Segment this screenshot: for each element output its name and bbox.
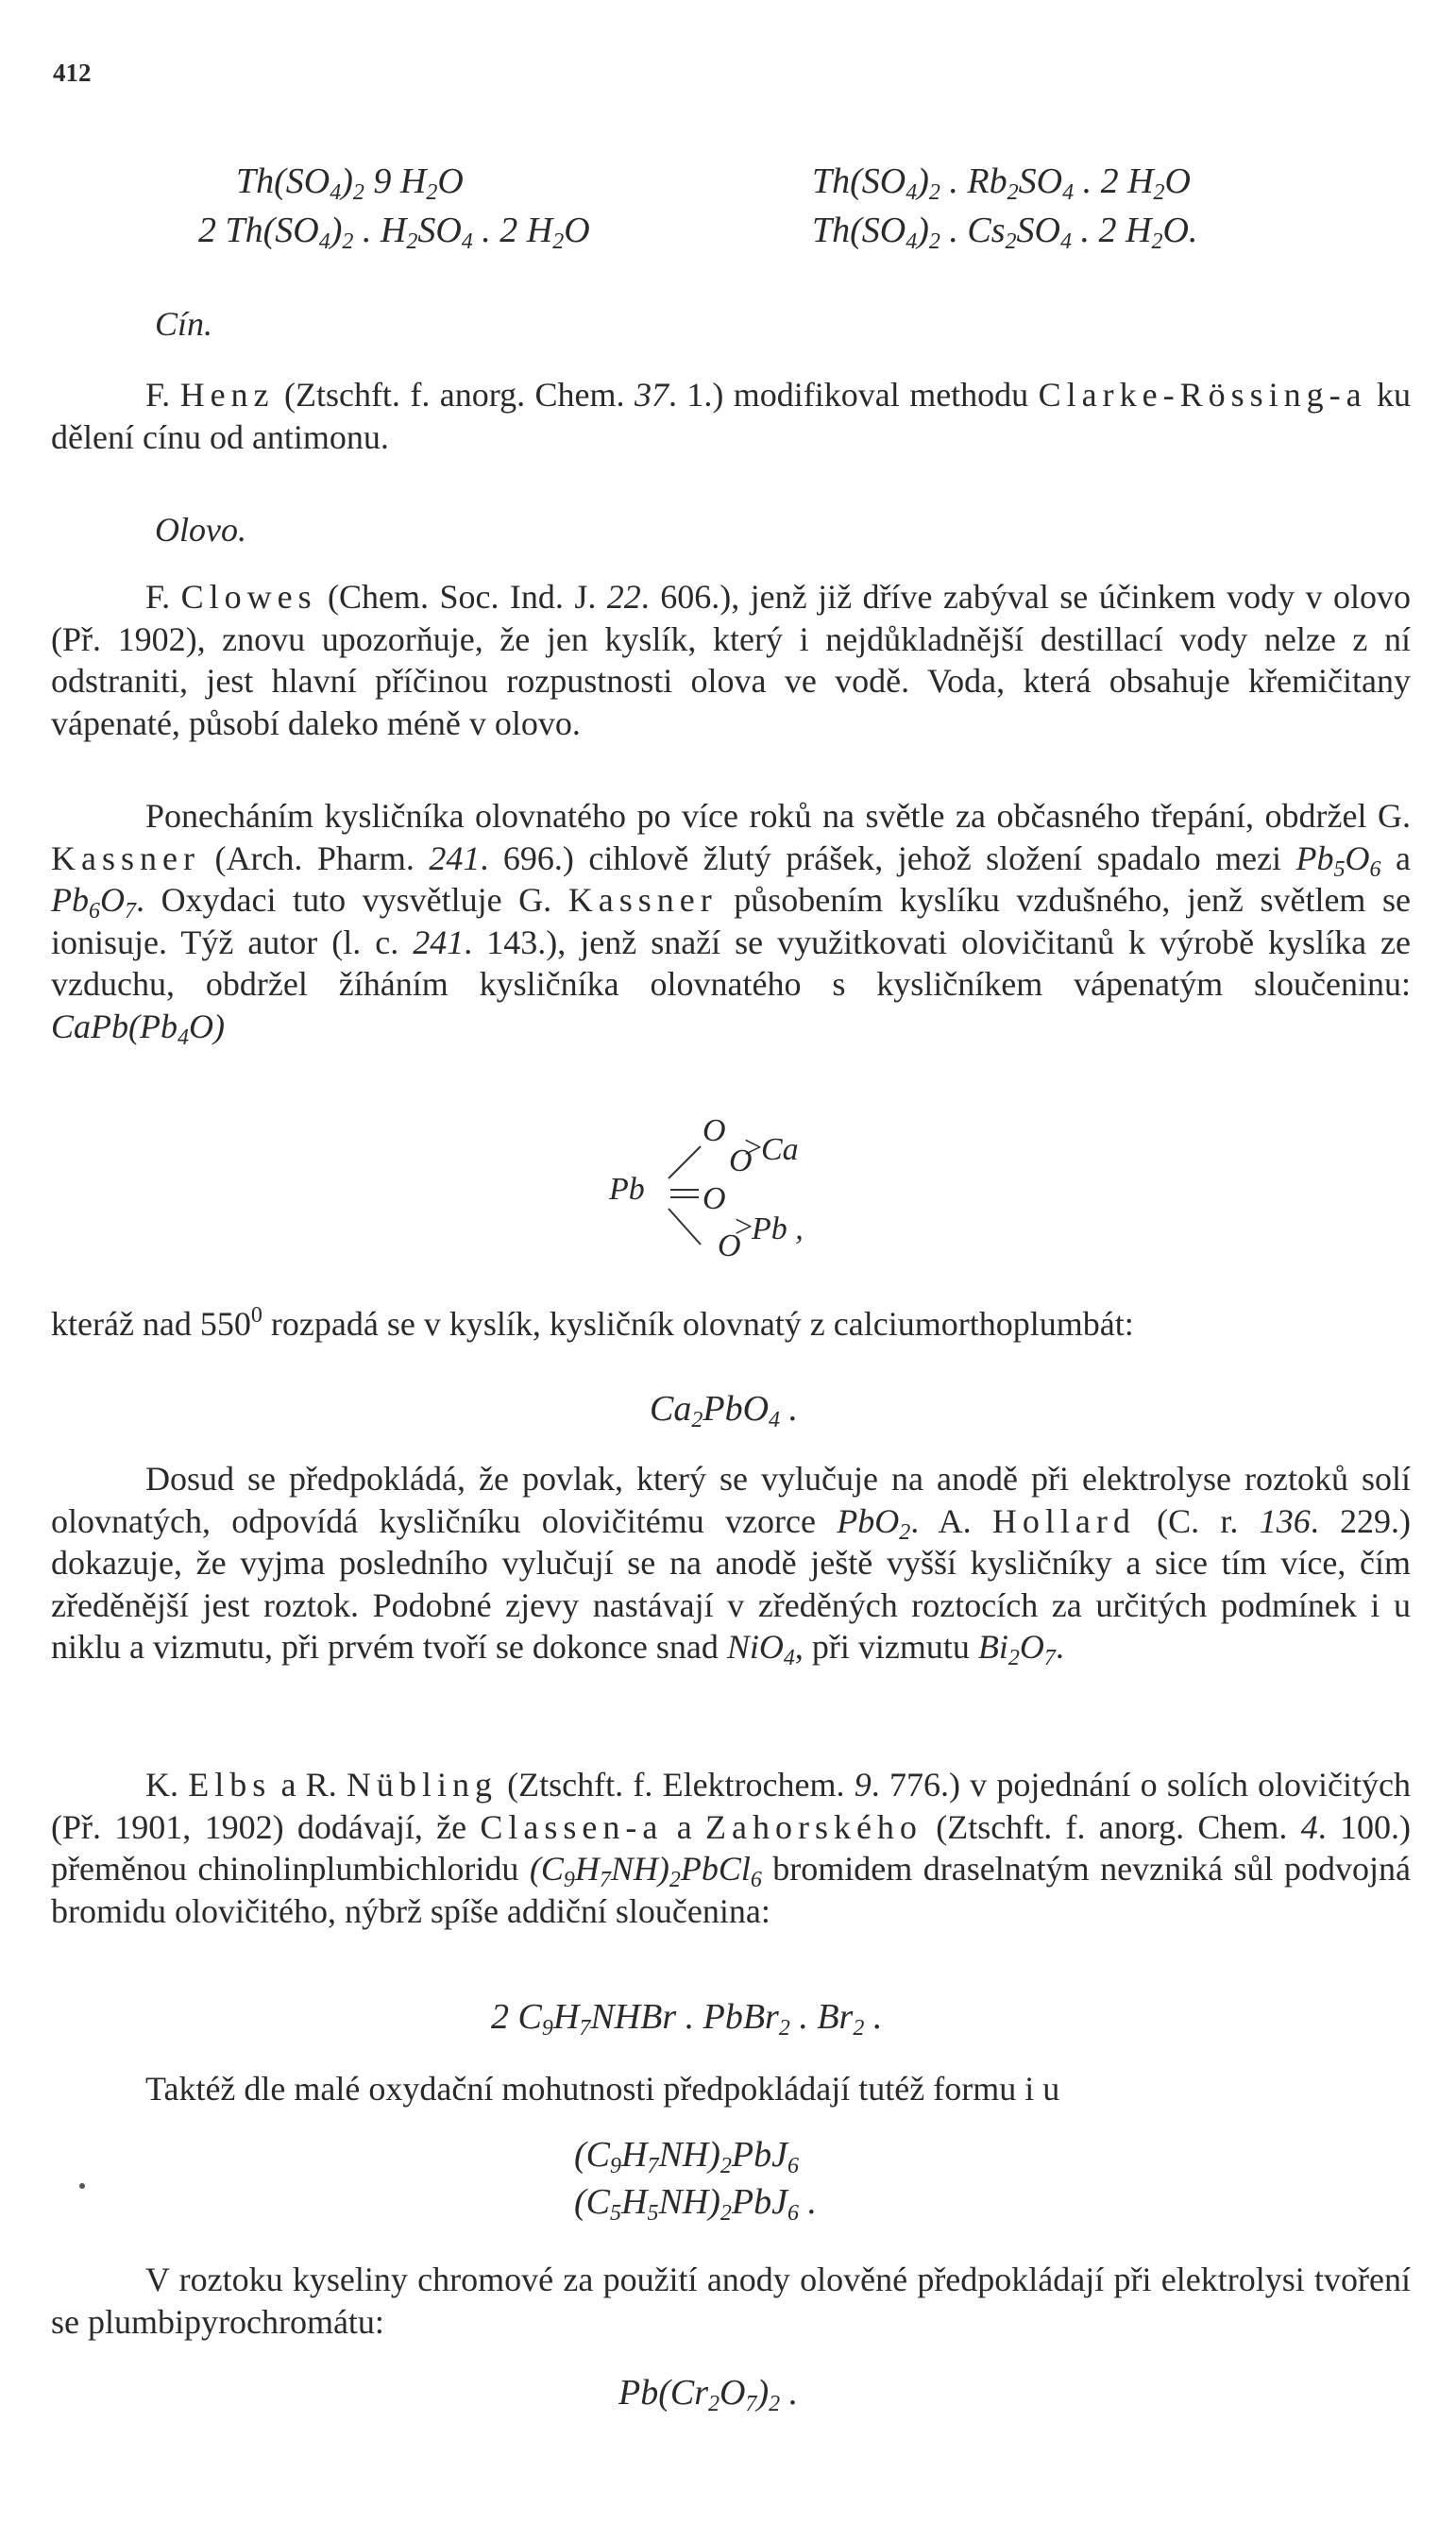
stray-mark (79, 2183, 85, 2189)
formula-thorium-4: $Th(SO_4)_2$ . $Cs_2SO_4$ . 2 $H_2O$. (812, 211, 1198, 254)
paragraph-decomposition: kteráž nad $550^0$ rozpadá se v kyslík, kysličník olovnatý z calciumorthoplumbát: (51, 1303, 1134, 1343)
struct-gt-1: > (744, 1130, 763, 1165)
formula-thorium-2: 2 $Th(SO_4)_2$ . $H_2SO_4$ . 2 $H_2O$ (198, 211, 590, 254)
paragraph-henz: F. Henz (Ztschft. f. anorg. Chem. 37. 1.) modifikoval methodu Clarke-Rössing-a ku dělení cínu od antimonu. (51, 376, 1412, 456)
heading-tin: Cín. (155, 305, 213, 343)
formula-plumbipyrochromate: $Pb(Cr_2O_7)_2$ . (618, 2373, 799, 2416)
bond-lower (669, 1209, 701, 1245)
formula-thorium-3: $Th(SO_4)_2$ . $Rb_2SO_4$ . 2 $H_2O$ (812, 161, 1191, 205)
heading-lead: Olovo. (155, 511, 246, 549)
struct-o2: O (729, 1143, 753, 1178)
struct-gt-2: > (735, 1210, 753, 1245)
paragraph-iodides-intro: Taktéž dle malé oxydační mohutnosti předpokládají tutéž formu i u (145, 2070, 1060, 2108)
struct-pb2: Pb , (752, 1211, 804, 1246)
struct-o3: O (703, 1181, 726, 1216)
formula-addition-compound: 2 $C_9H_7NHBr$ . PbBr$_2$ . $Br_2$ . (491, 1997, 883, 2041)
paragraph-clowes: F. Clowes (Chem. Soc. Ind. J. 22. 606.), jenž již dříve zabýval se účinkem vody v olovo (Př. 1902), znovu upozorňuje, že jen kyslík, který i nejdůkladnější destillací vody nelze z ní odstraniti, jest hlavní příčinou rozpustnosti olova ve vodě. Voda, která obsahuje křemičitany vápenaté, působí daleko méně v olovo. (51, 578, 1412, 742)
formula-pyridine-iodide: $(C_5H_5NH)_2PbJ_6$ . (574, 2182, 817, 2226)
paragraph-kassner: Ponecháním kysličníka olovnatého po více roků na světle za občasného třepání, obdržel G. Kassner (Arch. Pharm. 241. 696.) cihlově žlutý prášek, jehož složení spadalo mezi $Pb_5O_6$ a $Pb_6O_7$. Oxydaci tuto vysvětluje G. Kassner působením kyslíku vzdušného, jenž světlem se ionisuje. Týž autor (l. c. 241. 143.), jenž snaží se využitkovati olovičitanů k výrobě kyslíka ze vzduchu, obdržel žíháním kysličníka olovnatého s kysličníkem vápenatým sloučeninu: $CaPb(Pb_4O)$ (51, 797, 1411, 1050)
paragraph-elbs-nubling: K. Elbs a R. Nübling (Ztschft. f. Elektrochem. 9. 776.) v pojednání o solích olovičitých (Př. 1901, 1902) dodávají, že Classen-a a Zahorského (Ztschft. f. anorg. Chem. 4. 100.) přeměnou chinolinplumbichloridu $(C_9H_7NH)_2PbCl_6$ bromidem draselnatým nevzniká sůl podvojná bromidu olovičitého, nýbrž spíše addiční sloučenina: (51, 1766, 1412, 1930)
paragraph-hollard: Dosud se předpokládá, že povlak, který se vylučuje na anodě při elektrolyse roztoků solí olovnatých, odpovídá kysličníku olovičitému vzorce PbO$_2$. A. Hollard (C. r. 136. 229.) dokazuje, že vyjma posledního vylučují se na anodě ještě vyšší kysličníky a sice tím více, čím zředěnější jest roztok. Podobné zjevy nastávají v zředěných roztocích za určitých podmínek i u niklu a vizmutu, při prvém tvoří se dokonce snad NiO$_4$, při vizmutu $Bi_2O_7$. (51, 1460, 1411, 1670)
formula-thorium-1: $Th(SO_4)_2$ 9 $H_2O$ (236, 161, 464, 205)
page-number: 412 (53, 59, 92, 87)
struct-pb: Pb (609, 1172, 645, 1207)
struct-ca: Ca (761, 1132, 799, 1167)
structural-formula (585, 1105, 869, 1275)
paragraph-chromic-acid: V roztoku kyseliny chromové za použití anody olověné předpokládají při elektrolysi tvoření se plumbipyrochromátu: (51, 2261, 1411, 2341)
struct-o1: O (703, 1113, 726, 1148)
bond-upper (669, 1146, 701, 1178)
formula-calcium-plumbate: $Ca_2PbO_4$ . (650, 1389, 799, 1432)
formula-quinoline-iodide: $(C_9H_7NH)_2PbJ_6$ (574, 2135, 799, 2178)
struct-o4: O (718, 1228, 741, 1263)
